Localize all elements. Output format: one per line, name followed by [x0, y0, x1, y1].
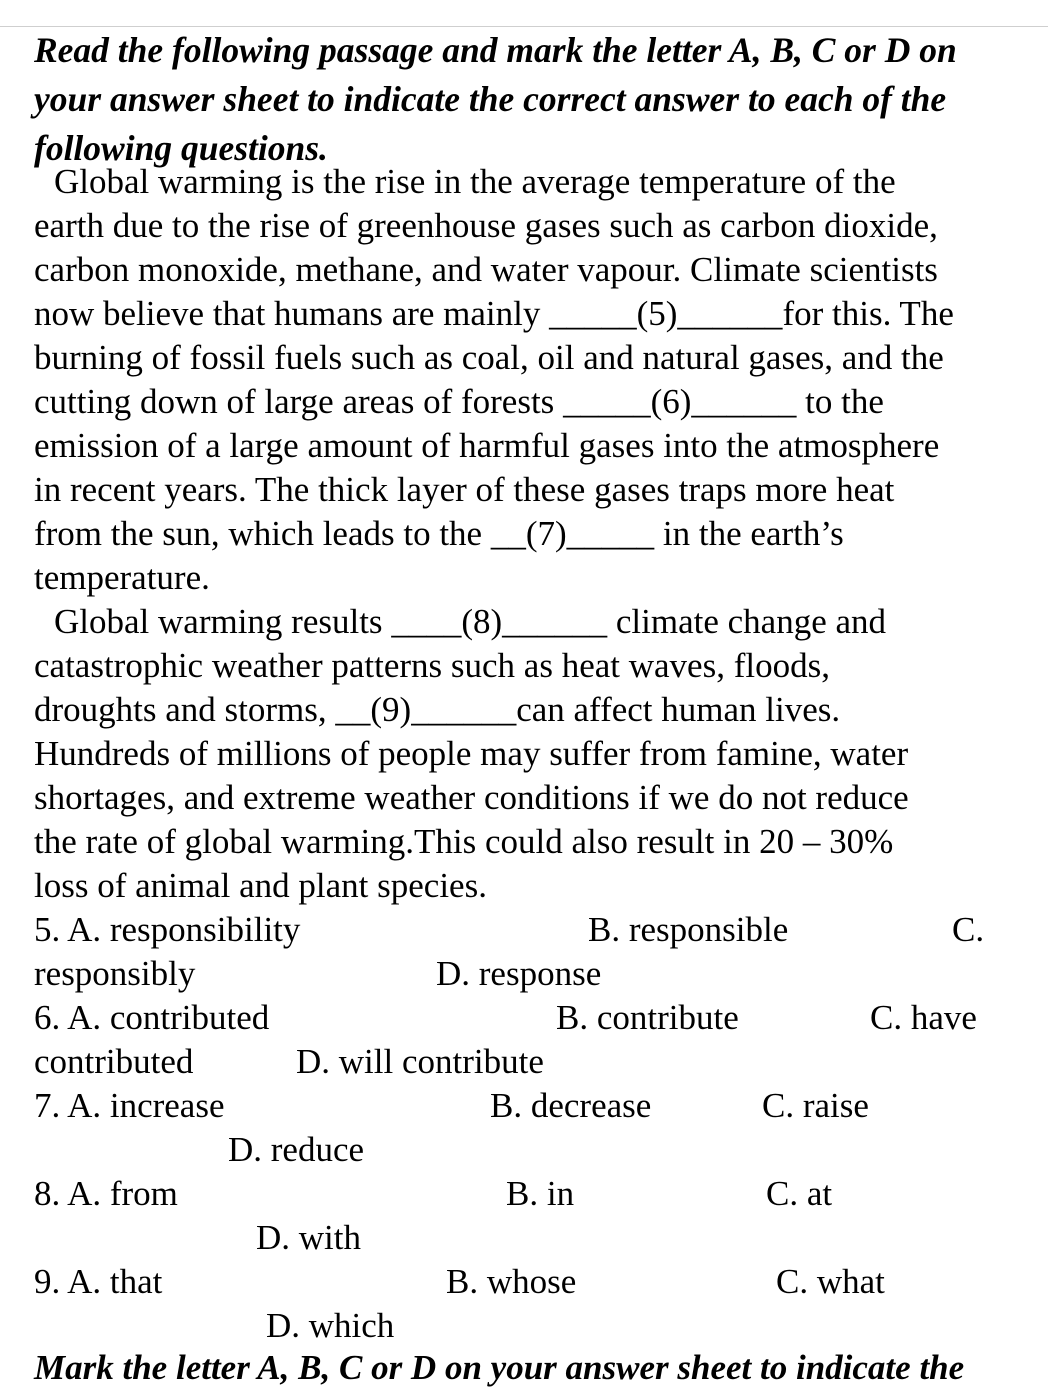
q5-option-c: C. — [952, 910, 985, 949]
passage-text: in the earth’s — [654, 514, 844, 553]
q5-option-d: D. response — [436, 954, 602, 993]
q7-option-c: C. raise — [762, 1086, 869, 1125]
passage-line: emission of a large amount of harmful gases into the atmosphere — [34, 426, 940, 465]
passage-text: to the — [796, 382, 884, 421]
blank-9: __(9)______ — [335, 690, 517, 729]
q8-option-c: C. at — [766, 1174, 833, 1213]
passage-text: now believe that humans are mainly — [34, 294, 550, 333]
q7-option-b: B. decrease — [490, 1086, 652, 1125]
passage-line — [34, 292, 954, 336]
blank-5: _____(5)______ — [549, 294, 783, 333]
cutoff-next-instruction — [34, 1348, 965, 1387]
q7-option-a: 7. A. increase — [34, 1086, 225, 1125]
passage-line: Hundreds of millions of people may suffer from famine, water — [34, 734, 909, 773]
passage-text: droughts and storms, — [34, 690, 336, 729]
q8-option-b: B. in — [506, 1174, 575, 1213]
q5-option-a: 5. A. responsibility — [34, 910, 301, 949]
instruction-text: Read the following passage and mark the letter A, B, C or D on your answer sheet to indicate the correct answer to each of the following questions. — [34, 30, 957, 168]
blank-6: _____(6)______ — [563, 382, 797, 421]
passage-text: can affect human lives. — [516, 690, 841, 729]
q9-option-a: 9. A. that — [34, 1262, 163, 1301]
passage-line: temperature. — [34, 558, 210, 597]
passage-text: for this. The — [782, 294, 954, 333]
passage-line: loss of animal and plant species. — [34, 866, 487, 905]
q6-option-c-text: contributed — [34, 1042, 194, 1081]
passage-line — [34, 380, 884, 424]
passage-line: in recent years. The thick layer of these gases traps more heat — [34, 470, 895, 509]
q9-option-d: D. which — [266, 1306, 395, 1345]
q5-option-c-text: responsibly — [34, 954, 196, 993]
passage-line: burning of fossil fuels such as coal, oil and natural gases, and the — [34, 338, 944, 377]
blank-8: ____(8)______ — [391, 602, 608, 641]
passage-text: cutting down of large areas of forests — [34, 382, 564, 421]
passage-line: Global warming is the rise in the average temperature of the — [54, 162, 896, 201]
q8-option-d: D. with — [256, 1218, 361, 1257]
passage-line: carbon monoxide, methane, and water vapour. Climate scientists — [34, 250, 938, 289]
q7-option-d: D. reduce — [228, 1130, 365, 1169]
passage-text: from the sun, which leads to the — [34, 514, 491, 553]
passage-line — [34, 688, 840, 732]
passage-line — [54, 600, 886, 644]
passage-line: shortages, and extreme weather conditions if we do not reduce — [34, 778, 909, 817]
q6-option-b: B. contribute — [556, 998, 739, 1037]
q5-option-b: B. responsible — [588, 910, 789, 949]
q6-option-d: D. will contribute — [296, 1042, 544, 1081]
passage-text: climate change and — [607, 602, 887, 641]
passage-line: the rate of global warming.This could also result in 20 – 30% — [34, 822, 894, 861]
passage-line: earth due to the rise of greenhouse gases such as carbon dioxide, — [34, 206, 938, 245]
blank-7: __(7)_____ — [490, 514, 655, 553]
passage-line: catastrophic weather patterns such as heat waves, floods, — [34, 646, 830, 685]
q6-option-a: 6. A. contributed — [34, 998, 270, 1037]
q9-option-b: B. whose — [446, 1262, 577, 1301]
q6-option-c: C. have — [870, 998, 977, 1037]
q9-option-c: C. what — [776, 1262, 885, 1301]
passage-text: Global warming results — [54, 602, 392, 641]
passage-line — [34, 512, 844, 556]
q8-option-a: 8. A. from — [34, 1174, 178, 1213]
cutoff-text: Mark the letter A, B, C or D on your answer sheet to indicate the — [34, 1348, 965, 1387]
